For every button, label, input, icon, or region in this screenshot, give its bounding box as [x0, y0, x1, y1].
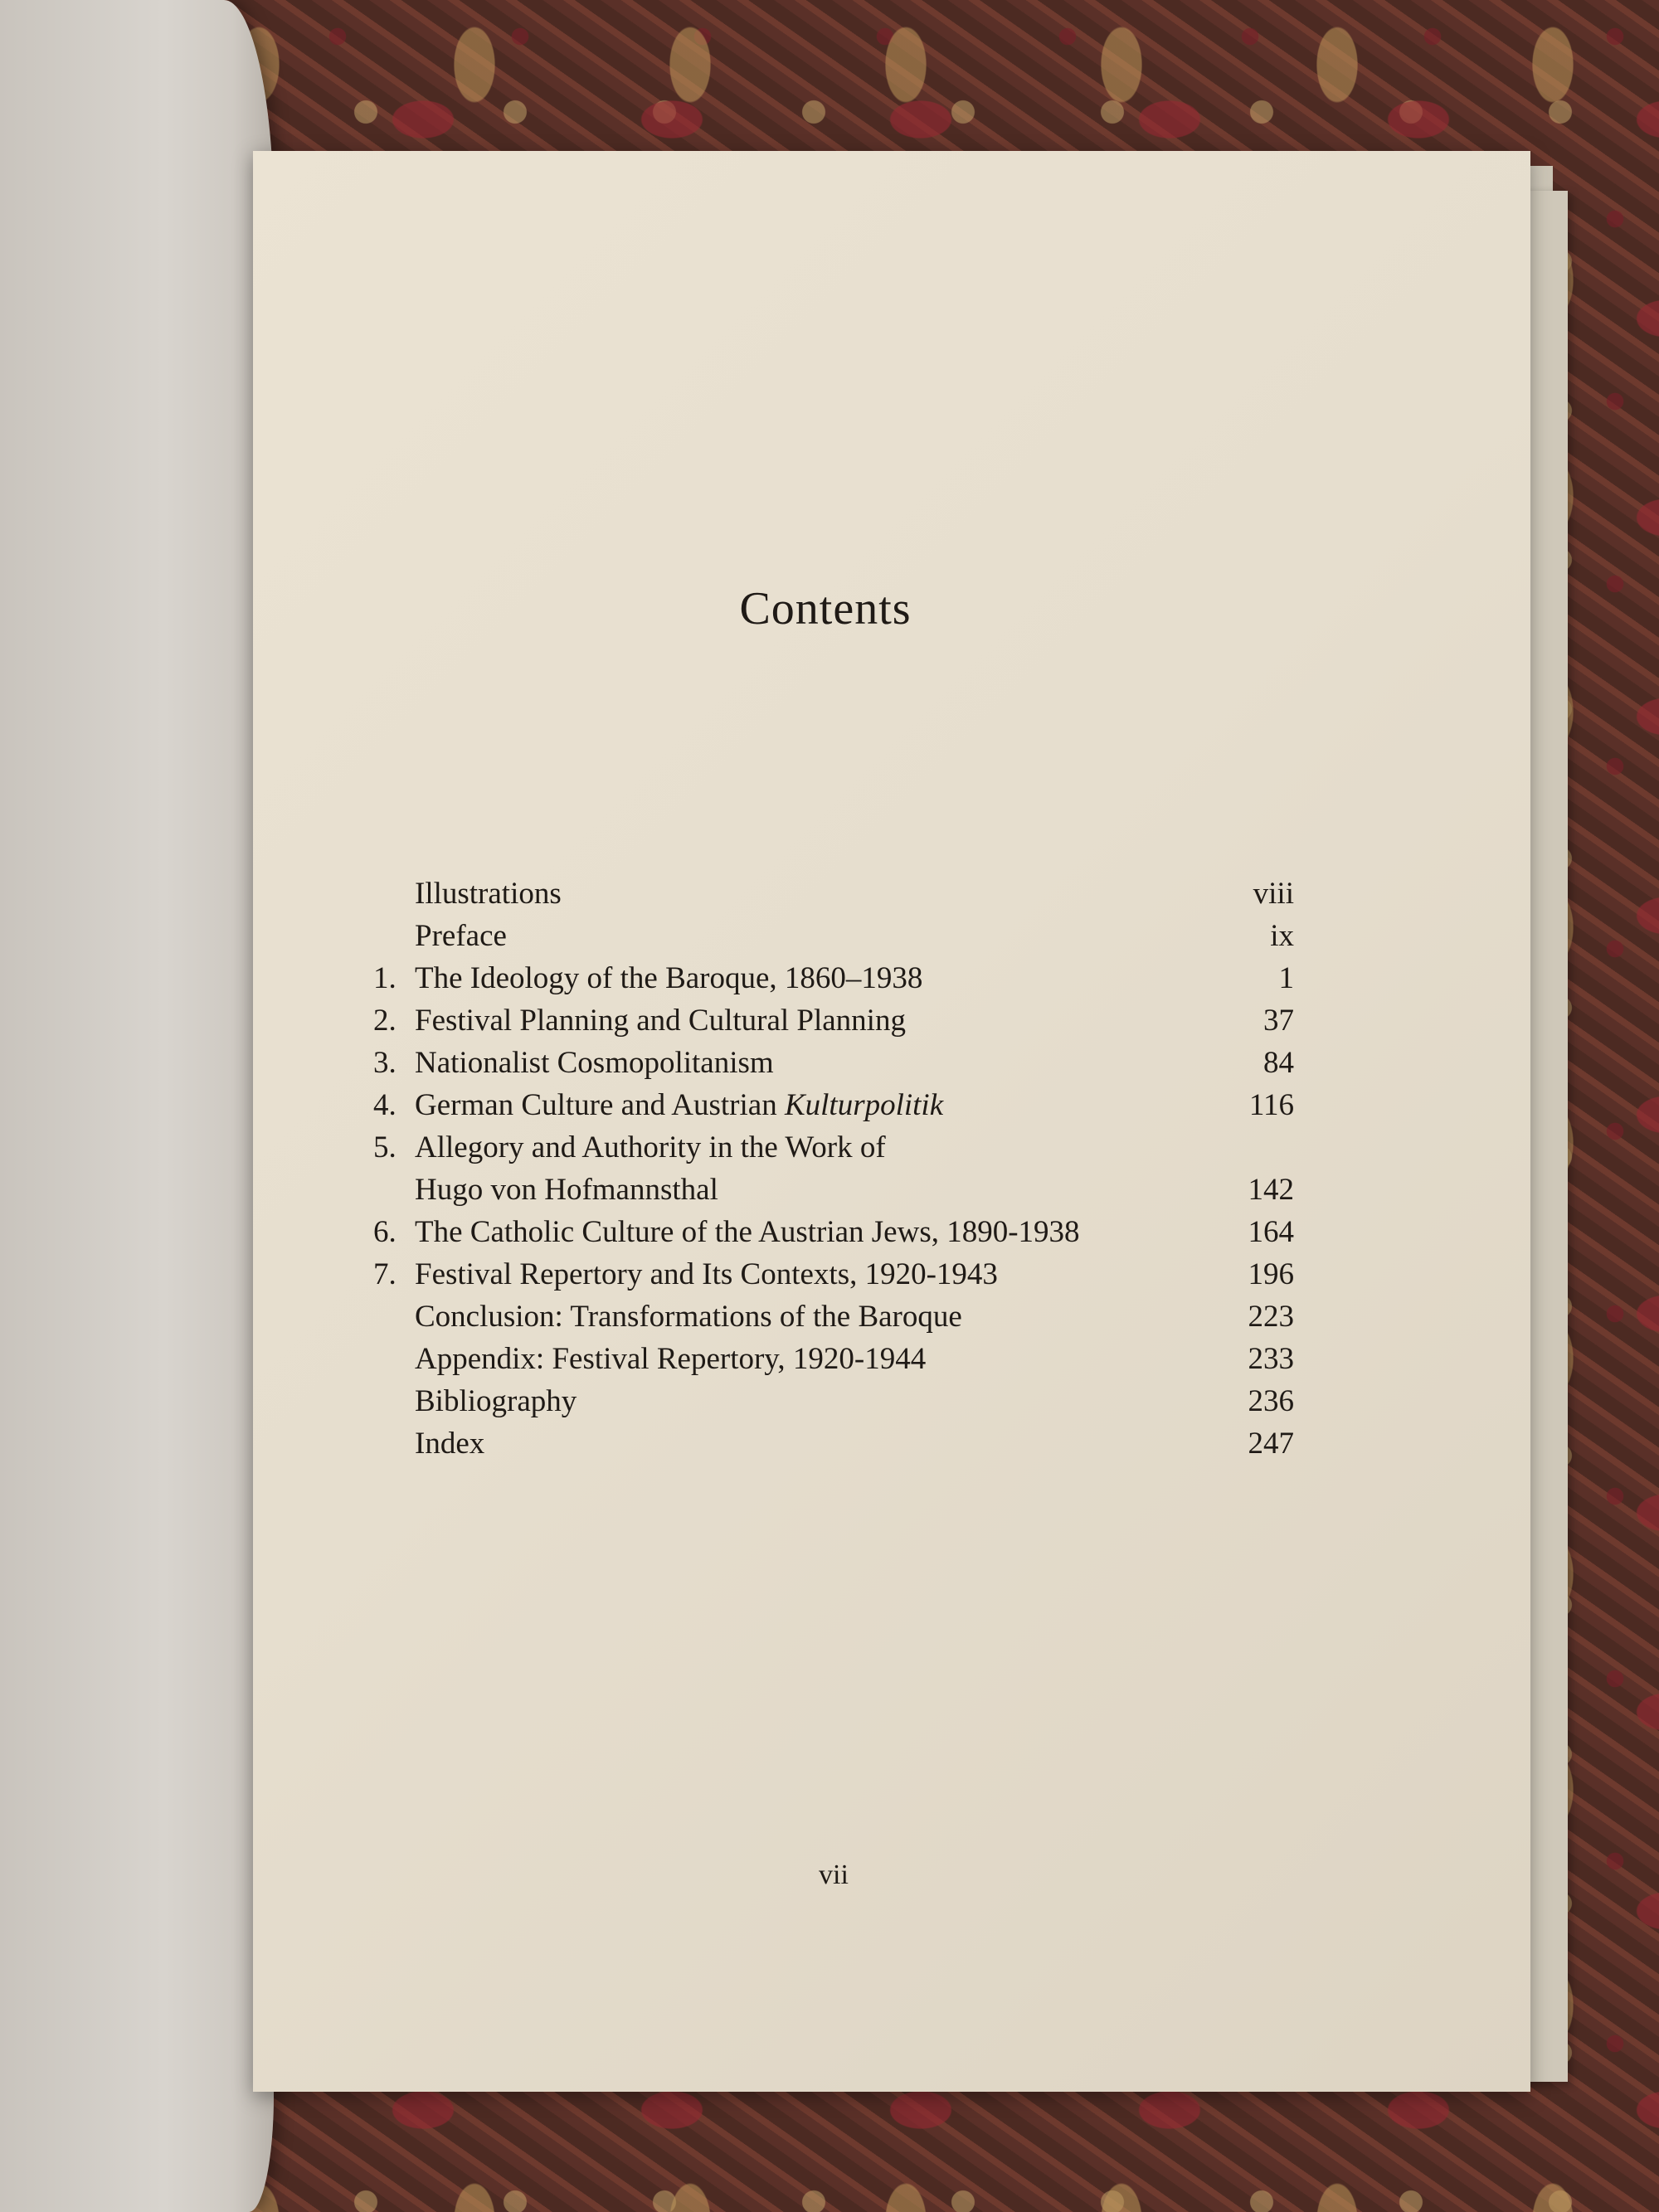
- toc-entry: [373, 957, 1294, 999]
- toc-entry-page: 84: [1263, 1046, 1294, 1080]
- toc-entry-page: 116: [1248, 1088, 1294, 1122]
- toc-entry-label: Illustrations: [415, 877, 562, 911]
- toc-entry: [373, 1380, 1294, 1422]
- toc-entry-number: 4.: [373, 1088, 397, 1122]
- toc-entry: [373, 1084, 1294, 1126]
- table-of-contents: [373, 873, 1294, 1465]
- toc-entry-number: 3.: [373, 1046, 397, 1080]
- toc-entry-page: 247: [1248, 1427, 1294, 1461]
- toc-entry-label: Appendix: Festival Repertory, 1920-1944: [415, 1342, 927, 1376]
- toc-entry-number: 2.: [373, 1004, 397, 1038]
- page-title: Contents: [739, 583, 912, 634]
- toc-entry-page: 164: [1248, 1215, 1294, 1249]
- toc-entry-page: 236: [1248, 1384, 1294, 1418]
- toc-entry-label: Conclusion: Transformations of the Baroque: [415, 1300, 962, 1334]
- toc-entry-page: ix: [1270, 919, 1294, 953]
- toc-entry: [373, 1126, 1294, 1211]
- toc-entry: [373, 915, 1294, 957]
- toc-entry-label: Festival Repertory and Its Contexts, 1920-1943: [415, 1257, 998, 1291]
- italic-term: Kulturpolitik: [784, 1088, 944, 1122]
- toc-entry-page: 196: [1248, 1257, 1294, 1291]
- toc-entry: [373, 1338, 1294, 1380]
- toc-entry-label: Nationalist Cosmopolitanism: [415, 1046, 774, 1080]
- contents-page: [253, 151, 1530, 2092]
- toc-entry-page: 1: [1278, 961, 1294, 995]
- toc-entry-label: Index: [415, 1427, 485, 1461]
- toc-entry: [373, 873, 1294, 915]
- toc-entry-label: Bibliography: [415, 1384, 577, 1418]
- toc-entry-page: 37: [1263, 1004, 1294, 1038]
- toc-entry-number: 1.: [373, 961, 397, 995]
- page-number: vii: [819, 1860, 849, 1890]
- toc-entry-label: The Catholic Culture of the Austrian Jews, 1890-1938: [415, 1215, 1080, 1249]
- toc-entry: [373, 1296, 1294, 1338]
- toc-entry: [373, 1042, 1294, 1084]
- toc-entry-page: 142: [1248, 1173, 1294, 1207]
- toc-entry-label: Festival Planning and Cultural Planning: [415, 1004, 906, 1038]
- toc-entry: [373, 1422, 1294, 1465]
- toc-entry: [373, 1253, 1294, 1296]
- toc-entry: [373, 999, 1294, 1042]
- toc-entry-label: German Culture and Austrian Kulturpolitik: [415, 1088, 944, 1122]
- toc-entry-number: 7.: [373, 1257, 397, 1291]
- toc-entry-page: 223: [1248, 1300, 1294, 1334]
- toc-entry-number: 6.: [373, 1215, 397, 1249]
- toc-entry-page: viii: [1253, 877, 1294, 911]
- toc-entry-label: The Ideology of the Baroque, 1860–1938: [415, 961, 923, 995]
- left-page: [0, 0, 274, 2212]
- toc-entry-label: Preface: [415, 919, 507, 953]
- toc-entry-page: 233: [1248, 1342, 1294, 1376]
- toc-entry: [373, 1211, 1294, 1253]
- toc-entry-number: 5.: [373, 1130, 397, 1164]
- toc-entry-label: Allegory and Authority in the Work of Hugo von Hofmannsthal: [415, 1130, 886, 1207]
